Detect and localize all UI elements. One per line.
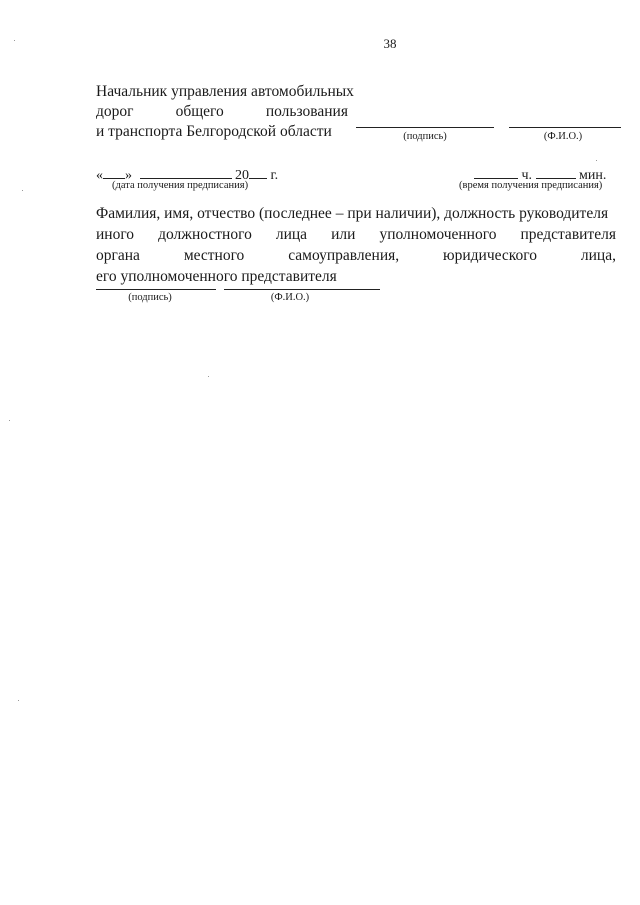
recipient-word: должностного	[158, 226, 252, 243]
scan-speck	[9, 420, 10, 421]
chief-signature-field[interactable]	[356, 127, 494, 128]
recipient-word: представителя	[520, 226, 616, 243]
recipient-word: местного	[183, 247, 245, 264]
recipient-name-field[interactable]	[224, 289, 380, 290]
scan-speck	[596, 160, 597, 161]
recipient-word: самоуправления,	[288, 247, 400, 264]
recipient-word: юридического	[443, 247, 537, 264]
chief-title-word: общего	[175, 103, 224, 120]
hours-field[interactable]	[474, 166, 518, 179]
chief-signature-caption: (подпись)	[403, 131, 447, 142]
recipient-line-1	[96, 203, 616, 224]
scan-speck	[14, 40, 15, 41]
time-caption: (время получения предписания)	[459, 180, 603, 191]
recipient-line-2	[96, 224, 616, 245]
year-prefix: 20	[235, 168, 249, 183]
recipient-line-1-text: Фамилия, имя, отчество (последнее – при наличии), должность руководителя	[96, 205, 609, 222]
chief-name-caption: (Ф.И.О.)	[543, 131, 583, 142]
date-open-quote: «	[96, 168, 103, 183]
hours-label: ч.	[521, 168, 533, 183]
minutes-field[interactable]	[536, 166, 576, 179]
scan-speck	[208, 376, 209, 377]
recipient-word: или	[331, 226, 356, 243]
chief-title-line-2	[96, 102, 348, 122]
date-caption: (дата получения предписания)	[112, 180, 249, 191]
recipient-word: лица	[275, 226, 308, 243]
recipient-word: органа	[96, 247, 140, 264]
year-field[interactable]	[249, 166, 267, 179]
chief-name-field[interactable]	[509, 127, 621, 128]
chief-title-word: дорог	[96, 103, 134, 120]
date-close-quote: »	[125, 168, 132, 183]
month-field[interactable]	[140, 166, 232, 179]
recipient-line-4: его уполномоченного представителя	[96, 268, 337, 285]
recipient-block	[96, 203, 616, 287]
year-suffix: г.	[270, 168, 279, 183]
minutes-label: мин.	[579, 168, 607, 183]
recipient-word: уполномоченного	[379, 226, 497, 243]
recipient-line-3	[96, 245, 616, 266]
recipient-signature-caption: (подпись)	[128, 292, 172, 303]
day-field[interactable]	[103, 166, 125, 179]
recipient-word: лица,	[580, 247, 616, 264]
chief-title-word: пользования	[265, 103, 348, 120]
scan-speck	[22, 190, 23, 191]
chief-title-line-3: и транспорта Белгородской области	[96, 123, 332, 140]
recipient-name-caption: (Ф.И.О.)	[270, 292, 310, 303]
scan-speck	[18, 700, 19, 701]
recipient-signature-field[interactable]	[96, 289, 216, 290]
recipient-word: иного	[96, 226, 135, 243]
chief-title-block	[96, 82, 354, 142]
chief-title-line-1: Начальник управления автомобильных	[96, 83, 354, 100]
page-number: 38	[383, 36, 397, 51]
